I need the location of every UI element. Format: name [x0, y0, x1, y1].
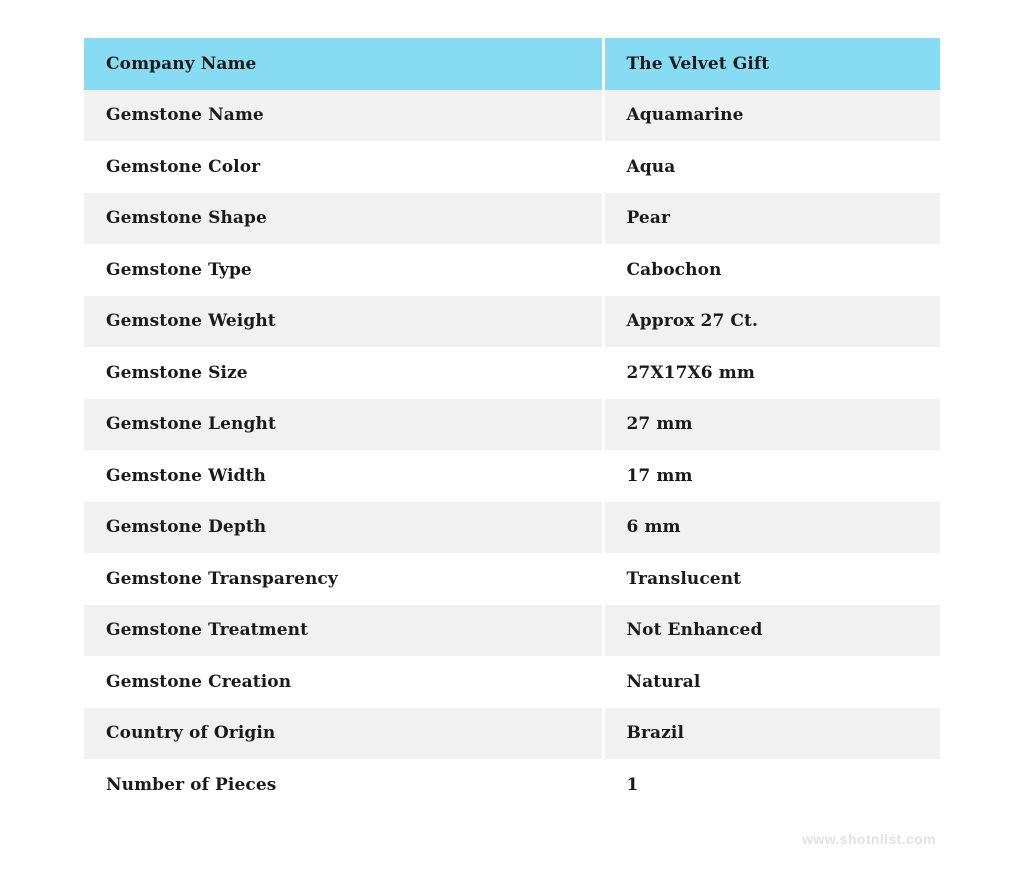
table-row: [84, 759, 940, 811]
table-cell-value: 6 mm: [603, 502, 940, 554]
table-cell-value: The Velvet Gift: [603, 38, 940, 90]
table-row: [84, 553, 940, 605]
table-row: [84, 193, 940, 245]
table-cell-label: Gemstone Treatment: [84, 605, 603, 657]
table-cell-value: Natural: [603, 656, 940, 708]
table-cell-label: Gemstone Color: [84, 141, 603, 193]
table-cell-value: 17 mm: [603, 450, 940, 502]
table-row: [84, 502, 940, 554]
table-cell-value: Brazil: [603, 708, 940, 760]
table-row: [84, 450, 940, 502]
table-cell-label: Gemstone Creation: [84, 656, 603, 708]
table-cell-value: Not Enhanced: [603, 605, 940, 657]
table-cell-value: Translucent: [603, 553, 940, 605]
gemstone-spec-table: [84, 38, 940, 811]
table-cell-label: Gemstone Shape: [84, 193, 603, 245]
table-cell-label: Gemstone Transparency: [84, 553, 603, 605]
table-cell-label: Company Name: [84, 38, 603, 90]
table-row: [84, 141, 940, 193]
table-row: [84, 605, 940, 657]
table-cell-value: Pear: [603, 193, 940, 245]
table-row: [84, 399, 940, 451]
table-cell-label: Gemstone Type: [84, 244, 603, 296]
table-row: [84, 38, 940, 90]
table-cell-label: Number of Pieces: [84, 759, 603, 811]
table-row: [84, 656, 940, 708]
spec-table-body: [84, 38, 940, 811]
table-cell-value: 27X17X6 mm: [603, 347, 940, 399]
table-cell-label: Gemstone Width: [84, 450, 603, 502]
table-row: [84, 244, 940, 296]
table-row: [84, 708, 940, 760]
table-cell-label: Gemstone Lenght: [84, 399, 603, 451]
table-row: [84, 347, 940, 399]
table-cell-label: Country of Origin: [84, 708, 603, 760]
table-row: [84, 90, 940, 142]
table-cell-label: Gemstone Weight: [84, 296, 603, 348]
table-cell-label: Gemstone Size: [84, 347, 603, 399]
table-cell-label: Gemstone Depth: [84, 502, 603, 554]
table-cell-value: 27 mm: [603, 399, 940, 451]
table-cell-value: 1: [603, 759, 940, 811]
watermark: www.shotnlist.com: [802, 831, 936, 847]
table-row: [84, 296, 940, 348]
table-cell-value: Approx 27 Ct.: [603, 296, 940, 348]
table-cell-value: Cabochon: [603, 244, 940, 296]
table-cell-value: Aqua: [603, 141, 940, 193]
table-cell-value: Aquamarine: [603, 90, 940, 142]
table-cell-label: Gemstone Name: [84, 90, 603, 142]
